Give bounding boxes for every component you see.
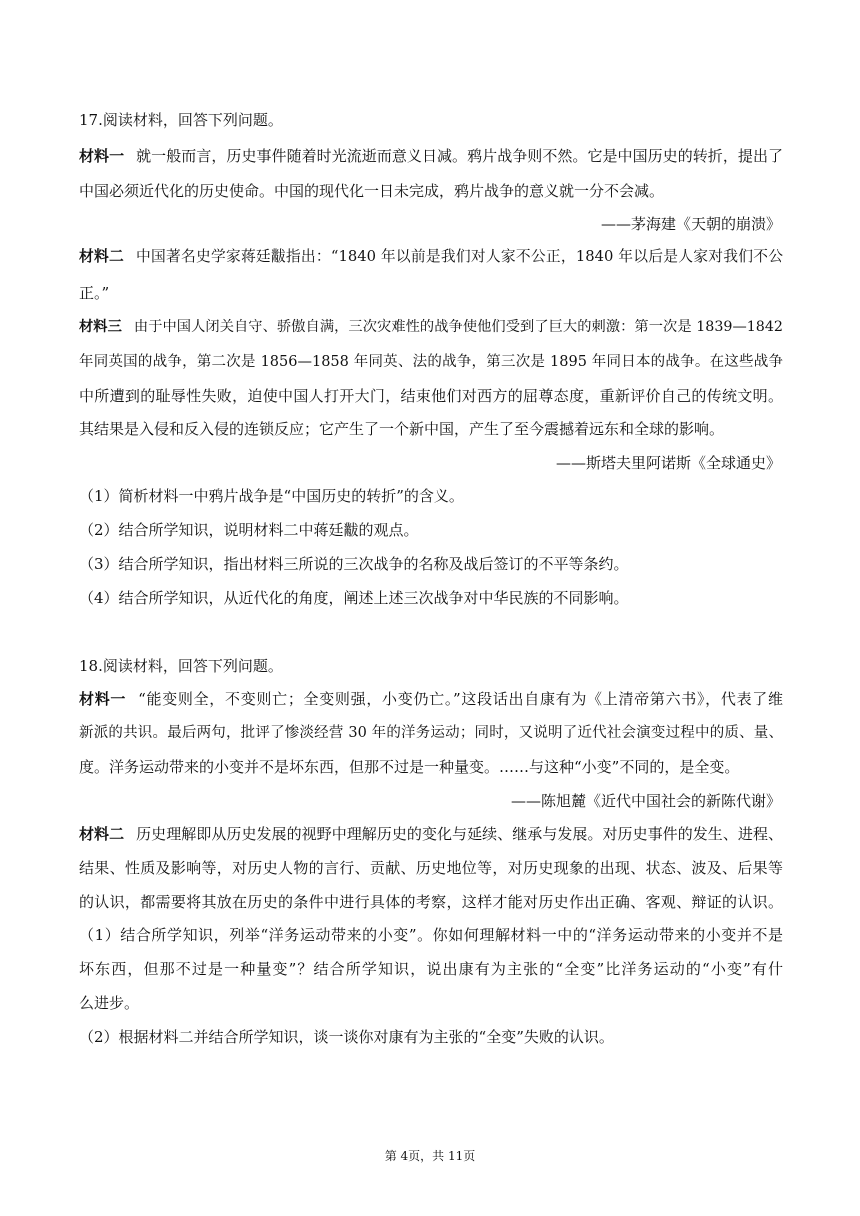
q17-question-4: （4）结合所学知识，从近代化的角度，阐述上述三次战争对中华民族的不同影响。 bbox=[79, 589, 629, 607]
q18-question-1-line1: （1）结合所学知识，列举“洋务运动带来的小变”。你如何理解材料一中的“洋务运动带来的小变并不是 bbox=[79, 926, 783, 944]
q18-material1-line1: 材料一 “能变则全，不变则亡；全变则强，小变仍亡。”这段话出自康有为《上清帝第六书》，代表了维 bbox=[79, 690, 783, 708]
q18-material1-line3: 度。洋务运动带来的小变并不是坏东西，但那不过是一种量变。……与这种“小变”不同的，是全变。 bbox=[79, 758, 740, 776]
q17-material3-label: 材料三 bbox=[79, 319, 122, 335]
q17-material1-source: ——茅海建《天朝的崩溃》 bbox=[600, 215, 781, 233]
q18-material2-line3: 的认识，都需要将其放在历史的条件中进行具体的考察，这样才能对历史作出正确、客观、辩证的认识。 bbox=[79, 893, 783, 911]
q17-material3-line4: 其结果是入侵和反入侵的连锁反应；它产生了一个新中国，产生了至今震撼着远东和全球的影响。 bbox=[79, 420, 725, 438]
q17-material2-line2: 正。” bbox=[79, 284, 110, 302]
q18-material2-label: 材料二 bbox=[79, 825, 125, 843]
q17-material1-label: 材料一 bbox=[79, 147, 125, 165]
q17-material3-line2: 年同英国的战争，第二次是 1856—1858 年同英、法的战争，第三次是 1895 年同日本的战争。在这些战争 bbox=[79, 354, 783, 370]
q18-material2-line2: 结果、性质及影响等，对历史人物的言行、贡献、历史地位等，对历史现象的出现、状态、波及、后果等 bbox=[79, 859, 783, 877]
q18-material1-label: 材料一 bbox=[79, 690, 127, 708]
q18-question-1-line2: 坏东西，但那不过是一种量变”？结合所学知识，说出康有为主张的“全变”比洋务运动的“小变”有什 bbox=[79, 960, 783, 978]
q18-material1-line2: 新派的共识。最后两句，批评了惨淡经营 30 年的洋务运动；同时，又说明了近代社会演变过程中的质、量、 bbox=[79, 725, 783, 741]
q17-material1-line1: 材料一 就一般而言，历史事件随着时光流逝而意义日减。鸦片战争则不然。它是中国历史的转折，提出了 bbox=[79, 147, 783, 165]
q17-material2-label: 材料二 bbox=[79, 248, 124, 265]
q17-title: 17.阅读材料，回答下列问题。 bbox=[79, 111, 283, 129]
q17-question-3: （3）结合所学知识，指出材料三所说的三次战争的名称及战后签订的不平等条约。 bbox=[79, 555, 629, 573]
q18-material2-line1: 材料二 历史理解即从历史发展的视野中理解历史的变化与延续、继承与发展。对历史事件的发生、进程、 bbox=[79, 825, 783, 843]
q17-question-1: （1）简析材料一中鸦片战争是“中国历史的转折”的含义。 bbox=[79, 487, 464, 505]
q17-material2-line1: 材料二 中国著名史学家蒋廷黻指出：“1840 年以前是我们对人家不公正，1840 年以后是人家对我们不公 bbox=[79, 248, 783, 265]
q18-question-1-line3: 么进步。 bbox=[79, 994, 140, 1012]
q17-material3-line3: 中所遭到的耻辱性失败，迫使中国人打开大门，结束他们对西方的屈尊态度，重新评价自己的传统文明。 bbox=[79, 387, 783, 405]
q17-question-2: （2）结合所学知识，说明材料二中蒋廷黻的观点。 bbox=[79, 521, 419, 539]
q17-material3-source: ——斯塔夫里阿诺斯《全球通史》 bbox=[555, 454, 781, 472]
q18-title: 18.阅读材料，回答下列问题。 bbox=[79, 657, 283, 675]
q17-material1-line2: 中国必须近代化的历史使命。中国的现代化一日未完成，鸦片战争的意义就一分不会减。 bbox=[79, 182, 665, 200]
page-footer: 第 4页，共 11页 bbox=[384, 1149, 476, 1163]
q18-question-2: （2）根据材料二并结合所学知识，谈一谈你对康有为主张的“全变”失败的认识。 bbox=[79, 1028, 614, 1046]
q17-material3-line1: 材料三 由于中国人闭关自守、骄傲自满，三次灾难性的战争使他们受到了巨大的刺激：第一次是 1839—1842 bbox=[79, 319, 783, 335]
q18-material1-source: ——陈旭麓《近代中国社会的新陈代谢》 bbox=[510, 792, 781, 810]
